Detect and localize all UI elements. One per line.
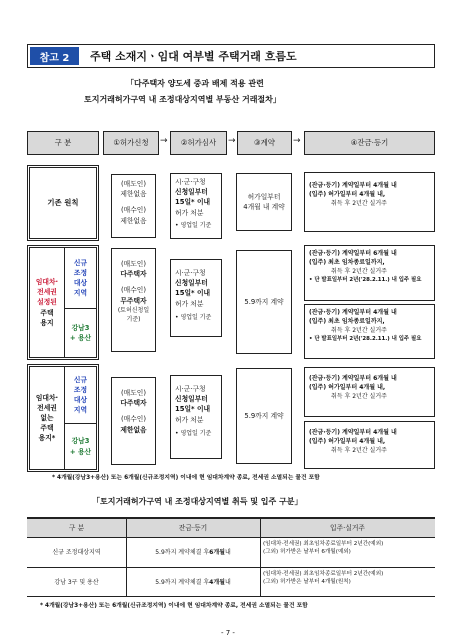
row-leased-label: 임대차· 전세권 설정된 주택 용지 xyxy=(35,278,59,327)
footnote: * 4개월(강남3+용산) 또는 6개월(신규조정지역) 이내에 현 임대차계약 종료, 전세권 소멸되는 물건 포함 xyxy=(40,603,308,609)
row-unleased-block xyxy=(27,364,99,472)
step-number-3: ③ xyxy=(254,137,261,147)
zone-new-adjustment: 신규 조정 대상 지역 xyxy=(73,375,88,415)
table-header-move-in: 입주·실거주 xyxy=(260,519,435,537)
header-banner xyxy=(27,44,435,68)
table-header-category: 구 분 xyxy=(27,519,126,537)
step-label-contract: 계약 xyxy=(260,137,275,147)
table-row-balance: 5.9까지 계약체결 후 4개월 내 xyxy=(155,579,231,586)
existing-balance-box: (잔금·등기) 계약일부터 4개월 내 (입주) 허가일부터 4개월 내, 취득 후 2년간 실거주 xyxy=(304,172,435,232)
existing-contract-box: 허가일부터 4개월 내 계약 xyxy=(236,173,292,231)
footnote: * 4개월(강남3+용산) 또는 6개월(신규조정지역) 이내에 현 임대차계약 종료, 전세권 소멸되는 물건 포함 xyxy=(52,475,320,481)
table-row-category: 강남 3구 및 용산 xyxy=(54,579,99,586)
subtitle-line-1: 「다주택자 양도세 중과 배제 적용 관련 xyxy=(126,79,264,88)
row-unleased-apply: (매도인) 다주택자 (매수인) 제한없음 xyxy=(111,377,156,465)
leased-review-box: 시·군·구청 신청일부터 15일* 이내 허가 처분 • 영업일 기준 xyxy=(170,259,222,337)
table-row-move-in: (임대차·전세권) 최초임차종료일부터 2년간(예외) (그외) 허가받은 날부터 4개월(원칙) xyxy=(263,571,384,586)
unleased-contract-box: 5.9까지 계약 xyxy=(236,368,292,464)
section2-table xyxy=(27,517,435,597)
step-label-apply: 허가신청 xyxy=(120,137,149,147)
step-number-4: ④ xyxy=(350,137,358,147)
table-header-balance: 잔금·등기 xyxy=(126,519,260,537)
leased-gangnam-balance-box: (잔금·등기) 계약일부터 4개월 내 (입주) 최초 임차종료일까지, 취득 후 2년간 실거주 • 단 발표일부터 2년('28.2.11.) 내 입주 필요 xyxy=(304,304,435,359)
row-existing-label: 기존 원칙 xyxy=(27,165,99,241)
arrow-icon: → xyxy=(228,136,236,146)
subtitle-line-2: 토지거래허가구역 내 조정대상지역별 부동산 거래절차」 xyxy=(84,95,281,104)
step-label-balance: 잔금·등기 xyxy=(357,137,389,147)
row-unleased-label: 임대차· 전세권 없는 주택 용지* xyxy=(35,393,59,443)
leased-contract-box: 5.9까지 계약 xyxy=(236,250,292,354)
unleased-general-balance-box: (잔금·등기) 계약일부터 6개월 내 (입주) 허가일부터 4개월 내, 취득 후 2년간 실거주 xyxy=(304,367,435,417)
header-title: 주택 소재지ㆍ임대 여부별 주택거래 흐름도 xyxy=(90,50,297,63)
zone-gangnam-yongsan: 강남3 + 용산 xyxy=(69,437,92,456)
table-row-category: 신규 조정대상지역 xyxy=(52,549,101,556)
unleased-gangnam-balance-box: (잔금·등기) 계약일부터 4개월 내 (입주) 허가일부터 4개월 내, 취득 후 2년간 실거주 xyxy=(304,421,435,469)
step-number-1: ① xyxy=(113,137,121,147)
flow-header-contract xyxy=(237,131,292,155)
table-row-move-in: (임대차·전세권) 최초임차종료일부터 2년간(예외) (그외) 허가받은 날부터 6개월(예외) xyxy=(263,541,384,556)
flow-header-apply xyxy=(103,131,159,155)
row-existing-apply: (매도인) 제한없음 (매수인) 제한없음 xyxy=(111,174,156,238)
table-row-balance: 5.9까지 계약체결 후 6개월 내 xyxy=(155,549,231,556)
existing-review-box: 시·군·구청 신청일부터 15일* 이내 허가 처분 • 영업일 기준 xyxy=(170,173,222,239)
row-leased-apply: (매도인) 다주택자 (매수인) 무주택자 (토허신청일 기준) xyxy=(111,248,156,352)
leased-general-balance-box: (잔금·등기) 계약일부터 6개월 내 (입주) 최초 임차종료일까지, 취득 후 2년간 실거주 • 단 발표일부터 2년('28.2.11.) 내 입주 필요 xyxy=(304,245,435,301)
flow-header-category: 구 분 xyxy=(27,131,99,155)
unleased-review-box: 시·군·구청 신청일부터 15일* 이내 허가 처분 • 영업일 기준 xyxy=(170,375,222,459)
flow-header-review xyxy=(170,131,227,155)
flow-header-balance xyxy=(304,131,435,155)
badge: 참고 2 xyxy=(30,47,79,65)
zone-gangnam-yongsan: 강남3 + 용산 xyxy=(69,323,92,342)
arrow-icon: → xyxy=(293,136,301,146)
section2-title: 「토지거래허가구역 내 조정대상지역별 취득 및 입주 구분」 xyxy=(92,497,303,506)
zone-new-adjustment: 신규 조정 대상 지역 xyxy=(73,258,88,298)
row-leased-block xyxy=(27,245,99,360)
page-number: - 7 - xyxy=(221,629,235,637)
step-label-review: 허가심사 xyxy=(187,137,217,147)
arrow-icon: → xyxy=(160,136,168,146)
step-number-2: ② xyxy=(180,137,188,147)
